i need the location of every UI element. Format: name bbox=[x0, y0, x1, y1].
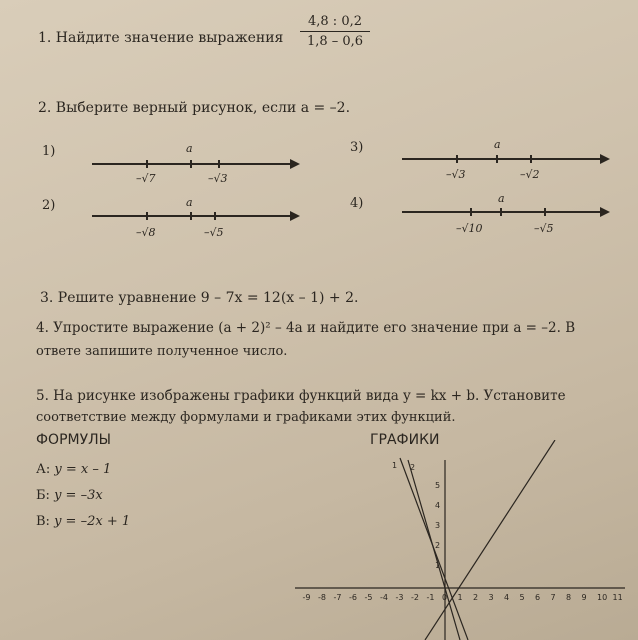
x-tick-label: -5 bbox=[364, 593, 373, 602]
point-label-1: –√7 bbox=[136, 172, 156, 185]
x-tick-label: -6 bbox=[349, 593, 357, 602]
point-label-2: –√3 bbox=[208, 172, 228, 185]
x-tick-label: -8 bbox=[318, 593, 326, 602]
fraction-numerator: 4,8 : 0,2 bbox=[300, 14, 370, 32]
point-label-1: –√3 bbox=[446, 168, 466, 181]
formula-expression: y = –3x bbox=[54, 488, 103, 503]
option-2-number[interactable]: 2) bbox=[42, 198, 56, 213]
point-label-1: –√8 bbox=[136, 226, 156, 239]
question-4-line2: ответе запишите полученное число. bbox=[36, 344, 288, 359]
point-a-label: a bbox=[186, 142, 193, 155]
tick bbox=[544, 208, 546, 216]
tick bbox=[456, 155, 458, 163]
number-line bbox=[92, 215, 292, 217]
tick bbox=[190, 212, 192, 220]
question-2-text: 2. Выберите верный рисунок, если a = –2. bbox=[38, 100, 351, 116]
x-tick-label: 5 bbox=[519, 593, 525, 602]
x-tick-label: -4 bbox=[380, 593, 388, 602]
formula-expression: y = –2x + 1 bbox=[54, 514, 131, 529]
formula-c[interactable] bbox=[36, 514, 130, 529]
function-graphs bbox=[290, 440, 630, 640]
formula-a[interactable] bbox=[36, 462, 111, 477]
x-tick-label: 6 bbox=[535, 593, 541, 602]
point-label-2: –√5 bbox=[534, 222, 554, 235]
formula-key: Б: bbox=[36, 488, 50, 503]
y-tick-label: 3 bbox=[435, 521, 441, 530]
option-3-number[interactable]: 3) bbox=[350, 140, 364, 155]
question-4-line1: 4. Упростите выражение (a + 2)² – 4a и найдите его значение при a = –2. В bbox=[36, 320, 576, 336]
tick bbox=[530, 155, 532, 163]
x-tick-label: 11 bbox=[612, 593, 623, 602]
tick bbox=[214, 212, 216, 220]
tick bbox=[146, 212, 148, 220]
x-tick-label: 4 bbox=[504, 593, 510, 602]
option-4-number[interactable]: 4) bbox=[350, 196, 364, 211]
tick bbox=[470, 208, 472, 216]
formula-expression: y = x – 1 bbox=[54, 462, 112, 477]
graph-line-label-2: 2 bbox=[410, 463, 416, 472]
graph-line-label-1: 1 bbox=[392, 461, 398, 470]
formula-key: А: bbox=[36, 462, 51, 477]
x-tick-label: -7 bbox=[333, 593, 342, 602]
x-tick-label: 2 bbox=[473, 593, 479, 602]
point-a-label: a bbox=[498, 192, 505, 205]
question-5-line2: соответствие между формулами и графиками этих функций. bbox=[36, 410, 456, 425]
y-tick-label: 4 bbox=[435, 501, 441, 510]
point-label-1: –√10 bbox=[456, 222, 483, 235]
option-1-number[interactable]: 1) bbox=[42, 144, 56, 159]
number-line bbox=[92, 163, 292, 165]
y-tick-label: 2 bbox=[435, 541, 441, 550]
fraction-denominator: 1,8 – 0,6 bbox=[306, 34, 364, 49]
tick bbox=[496, 155, 498, 163]
tick bbox=[190, 160, 192, 168]
tick bbox=[146, 160, 148, 168]
x-tick-label: 10 bbox=[597, 593, 608, 602]
point-a-label: a bbox=[186, 196, 193, 209]
x-tick-label: 0 bbox=[442, 593, 448, 602]
tick bbox=[500, 208, 502, 216]
formula-b[interactable] bbox=[36, 488, 103, 503]
point-label-2: –√5 bbox=[204, 226, 224, 239]
formulas-title: ФОРМУЛЫ bbox=[36, 432, 112, 448]
question-1-text: 1. Найдите значение выражения bbox=[38, 30, 284, 46]
graphs-title: ГРАФИКИ bbox=[370, 432, 440, 448]
x-tick-label: 8 bbox=[566, 593, 572, 602]
graph-line-2 bbox=[408, 460, 460, 640]
x-tick-label: 3 bbox=[488, 593, 494, 602]
number-line bbox=[402, 158, 602, 160]
x-tick-labels bbox=[303, 593, 623, 602]
question-1-fraction bbox=[300, 14, 370, 49]
x-tick-label: 7 bbox=[550, 593, 556, 602]
point-label-2: –√2 bbox=[520, 168, 540, 181]
x-tick-label: -9 bbox=[302, 593, 311, 602]
question-5-line1: 5. На рисунке изображены графики функций вида y = kx + b. Установите bbox=[36, 388, 566, 404]
x-tick-label: 1 bbox=[457, 593, 463, 602]
number-line bbox=[402, 211, 602, 213]
y-tick-label: 5 bbox=[435, 481, 441, 490]
question-3-text: 3. Решите уравнение 9 – 7x = 12(x – 1) + 2. bbox=[40, 290, 359, 306]
x-tick-label: 9 bbox=[581, 593, 587, 602]
x-tick-label: -1 bbox=[426, 593, 435, 602]
y-tick-label: 1 bbox=[435, 561, 441, 570]
point-a-label: a bbox=[494, 138, 501, 151]
formula-key: В: bbox=[36, 514, 50, 529]
x-tick-label: -2 bbox=[411, 593, 419, 602]
x-tick-label: -3 bbox=[395, 593, 404, 602]
tick bbox=[218, 160, 220, 168]
